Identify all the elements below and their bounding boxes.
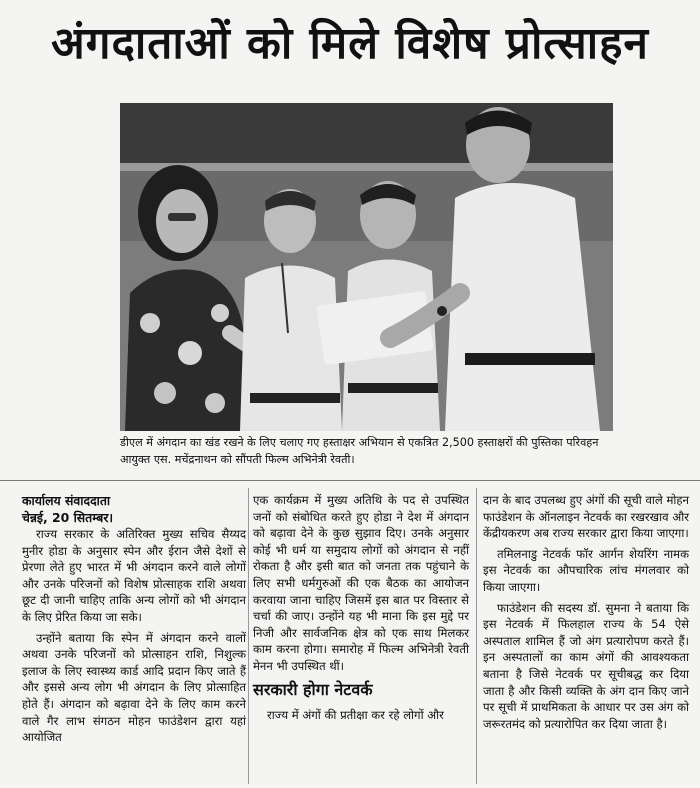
article-column-2 xyxy=(253,492,469,727)
column-divider xyxy=(476,488,477,784)
section-divider xyxy=(0,480,700,481)
paragraph: उन्होंने बताया कि स्पेन में अंगदान करने वालों अथवा उनके परिजनों को प्रोत्साहन राशि, निशुल्क इलाज के लिए स्वास्थ्य कार्ड आदि प्रदान किए जाते हैं और इससे अन्य लोग भी अंगदान के लिए प्रोत्साहित होते हैं। अंगदान को बढ़ावा देने के लिए काम करने वाले गैर लाभ संगठन मोहन फाउंडेशन द्वारा यहां आयोजित xyxy=(22,630,246,745)
byline: कार्यालय संवाददाता xyxy=(22,493,111,508)
photo-caption: डीएल में अंगदान का खंड रखने के लिए चलाए गए हस्ताक्षर अभियान से एकत्रित 2,500 हस्ताक्षरों की पुस्तिका परिवहन आयुक्त एस. मचेंद्रनाथन को सौंपती फिल्म अभिनेत्री रेवती। xyxy=(120,436,599,466)
paragraph: तमिलनाडु नेटवर्क फॉर आर्गन शेयरिंग नामक इस नेटवर्क का औपचारिक लांच मंगलवार को किया जाएगा। xyxy=(483,546,689,594)
paragraph: फाउंडेशन की सदस्य डॉ. सुमना ने बताया कि इस नेटवर्क में फिलहाल राज्य के 54 ऐसे अस्पताल शामिल हैं जो अंग प्रत्यारोपण करते हैं। इन अस्पतालों का काम अंगों की आवश्यकता बताना है जिसे नेटवर्क पर सूचीबद्ध कर दिया जाता है और किसी व्यक्ति के अंग दान किए जाने पर सूची में प्राथमिकता के आधार पर उस अंग को जरूरतमंद को प्रत्यारोपित कर दिया जाता है। xyxy=(483,600,689,731)
subheading: सरकारी होगा नेटवर्क xyxy=(253,679,373,699)
article-column-3 xyxy=(483,492,689,736)
paragraph: दान के बाद उपलब्ध हुए अंगों की सूची वाले मोहन फाउंडेशन के ऑनलाइन नेटवर्क का रखरखाव और केंद्रीयकरण अब राज्य सरकार द्वारा किया जाएगा। xyxy=(483,493,689,541)
paragraph: एक कार्यक्रम में मुख्य अतिथि के पद से उपस्थित जनों को संबोधित करते हुए होडा ने देश में अंगदान को बढ़ावा देने के कुछ सुझाव दिए। उनके अनुसार कोई भी धर्म या समुदाय लोगों को अंगदान से नहीं रोकता है और इसी बात को जनता तक पहुंचाने के लिए सभी धर्मगुरुओं की एक बैठक का आयोजन करवाया जाना चाहिए जिसमें इस बात पर विस्तार से चर्चा की जाए। उन्होंने यह भी माना कि इस मुद्दे पर निजी और सार्वजनिक क्षेत्र को एक साथ मिलकर काम करना होगा। समारोह में फिल्म अभिनेत्री रेवती मेनन भी उपस्थित थीं। xyxy=(253,493,469,673)
headline: अंगदाताओं को मिले विशेष प्रोत्साहन xyxy=(51,18,649,69)
paragraph: राज्य में अंगों की प्रतीक्षा कर रहे लोगों और xyxy=(267,707,444,722)
photo-illustration xyxy=(120,103,613,431)
paragraph: राज्य सरकार के अतिरिक्त मुख्य सचिव सैय्यद मुनीर होडा के अनुसार स्पेन और ईरान जैसे देशों से प्रेरणा लेते हुए भारत में भी अंगदान करने वाले लोगों और उनके परिजनों को विशेष प्रोत्साहक राशि अथवा छूट दी जानी चाहिए ताकि अन्य लोगों को भी अंगदान के लिए प्रेरित किया जा सके। xyxy=(22,527,246,624)
dateline: चेन्नई, 20 सितम्बर। xyxy=(22,510,114,525)
column-divider xyxy=(248,488,249,784)
article-column-1 xyxy=(22,492,246,750)
news-photo xyxy=(120,103,613,431)
